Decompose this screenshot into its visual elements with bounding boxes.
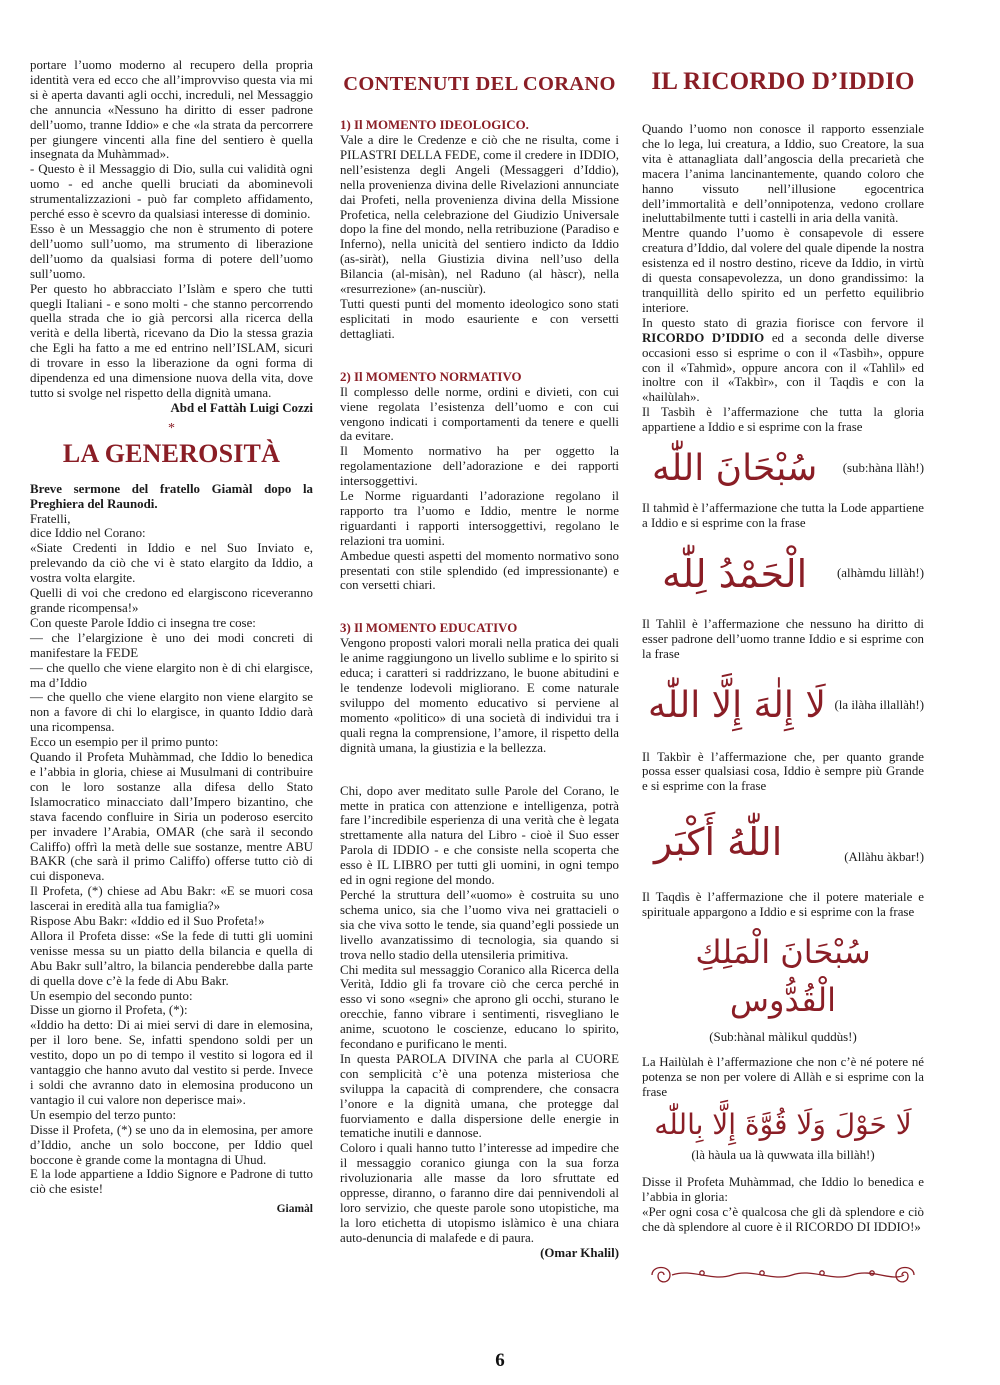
- transliteration: (la ilàha illallàh!): [834, 698, 924, 713]
- intro-author: Abd el Fattàh Luigi Cozzi: [170, 400, 313, 415]
- arabic-calligraphy: سُبْحَانَ اللّٰه: [652, 447, 818, 489]
- grace-text-after: ed a seconda delle diverse occasioni esso si esprime o con il «Tasbìh», oppure con il «Tahmìd», oppure ancora con il «Tahlìl» ed inoltre con il «Takbìr», con il Taqdìs e con la «hailùlah».: [642, 330, 925, 405]
- arabic-calligraphy: لَا حَوْلَ وَلَا قُوَّةَ إِلَّا بِاللّٰه: [654, 1107, 912, 1141]
- closing-paragraph: Disse il Profeta Muhàmmad, che Iddio lo benedica e l’abbia in gloria:: [642, 1174, 924, 1204]
- paragraph: Vengono proposti valori morali nella pratica dei quali le anime raggiungono un livello sublime e lo spirito si educa; i caratteri si raddrizzano, le buone abitudini e le tendenze lodevoli migliorano. E come naturale sviluppo del momento educativo si perviene al momento «politico» di una società di individui tra i quali regna la comprensione, l’amore, il rispetto della dignità umana, la giustizia e la bellezza.: [340, 636, 619, 755]
- paragraph: Chi medita sul messaggio Coranico alla Ricerca della Verità, Iddio gli fa trovare ciò che cerca perché in esso vi sono «segni» che aprono gli occhi, sturano le orecchie, fanno vibrare i sentimenti, risvegliano le anime, scuotono le coscienze, educano lo spirito, fecondano e purificano le menti.: [340, 962, 619, 1052]
- transliteration: (sub:hàna llàh!): [842, 460, 924, 475]
- right-column: [642, 58, 924, 1295]
- paragraph: Rispose Abu Bakr: «Iddio ed il Suo Profeta!»: [30, 914, 265, 929]
- article-author: (Omar Khalil): [540, 1245, 619, 1260]
- article-subtitle: Breve sermone del fratello Giamàl dopo la Preghiera del Raunodi.: [30, 481, 313, 511]
- paragraph: Esso è un Messaggio che non è strumento di potere dell’uomo sull’uomo, ma strumento di liberazione dell’uomo da qualsiasi forma di potere dell’uomo sull’uomo.: [30, 221, 313, 281]
- transliteration: (Allàhu àkbar!): [844, 849, 924, 864]
- sermon-author: Giamàl: [276, 1203, 313, 1216]
- dhikr-phrase-row: [642, 435, 924, 501]
- paragraph: Tutti questi punti del momento ideologico sono stati esplicitati in modo esauriente e con versetti dettagliati.: [340, 296, 619, 341]
- paragraph: Con queste Parole Iddio ci insegna tre cose:: [30, 615, 256, 630]
- dhikr-intro: La Hailùlah è l’affermazione che non c’è né potere né potenza se non per volere di Allàh e si esprime con la frase: [642, 1055, 924, 1099]
- paragraph: Un esempio del secondo punto:: [30, 988, 193, 1003]
- paragraph: Disse un giorno il Profeta, (*):: [30, 1003, 188, 1018]
- paragraph: Vale a dire le Credenze e ciò che ne risulta, come i PILASTRI DELLA FEDE, come il credere in IDDIO, nell’esistenza degli Angeli (Messaggeri d’Iddio), nella provenienza divina delle Rivelazioni annunciate dai Profeti, nella provenienza divina della Missione Profetica, nella celebrazione del Giudizio Universale dopo la fine del mondo, nella retribuzione (Paradiso e Inferno), nella unicità del sentiero indicto da Iddio (as-siràt), nella Giustizia divina nell’uso della Bilancia (al-misàn), nel Raduno (al hàscr), nella «resurrezione» (an-nusciùr).: [340, 133, 619, 297]
- article-title-generosita: LA GENEROSITÀ: [62, 438, 281, 468]
- intro-text: [30, 58, 313, 401]
- paragraph-grace: [642, 316, 924, 405]
- paragraph: Ambedue questi aspetti del momento normativo sono presentati con stile splendido (ed impressionante) e con versetti chiari.: [340, 548, 619, 593]
- paragraph: Le Norme riguardanti l’adorazione regolano il rapporto tra l’uomo e Iddio, mentre le norme riguardanti i rapporti intersoggettivi, regolano le relazioni tra uomini.: [340, 489, 619, 548]
- paragraph: Quando l’uomo non conosce il rapporto essenziale che lo lega, lui creatura, a Iddio, suo Creatore, la sua vita è attanagliata dall’angoscia della precarietà che macera l’anima lancinantemente, quando coloro che hanno vissuto nell’illusione egocentrica dell’immortalità e dell’onnipotenza, vedono crollare ineluttabilmente tutti i castelli in aria della vanità.: [642, 122, 924, 226]
- section-heading-educativo: 3) Il MOMENTO EDUCATIVO: [340, 621, 518, 636]
- paragraph: - Questo è il Messaggio di Dio, sulla cui validità ogni uomo - ed anche quelli bruciati da abominevoli strumentalizzazioni - può far completo affidamento, perché esso è scevro da qualsiasi interesse di dominio.: [30, 162, 313, 222]
- transliteration: (Sub:hànal màlikul quddùs!): [709, 1030, 857, 1045]
- paragraph: Chi, dopo aver meditato sulle Parole del Corano, le mette in pratica con attenzione e intelligenza, potrà fare l’incredibile esperienza di una verità che è legata strettamente alla natura del Libro - cioè il Suo esser Parola di IDDIO - e che consiste nella scoperta che esso è IL LIBRO per tutti gli uomini, in ogni tempo ed in ogni regione del mondo.: [340, 783, 619, 888]
- paragraph: Allora il Profeta disse: «Se la fede di tutti gli uomini venisse messa su un piatto della bilancia e quella di Abu Bakr sull’altro, la bilancia penderebbe dalla parte di quella dove c’è la fede di Abu Bakr.: [30, 928, 313, 988]
- arabic-calligraphy: الْحَمْدُ لِلّٰه: [662, 551, 808, 596]
- paragraph: dice Iddio nel Corano:: [30, 526, 146, 541]
- paragraph: portare l’uomo moderno al recupero della propria identità vera ed ecco che all’improvviso questa via mi si è aperta davanti agli occhi, increduli, nel Messaggio che annuncia «Nessuno ha diritto di esser padrone dell’uomo, tranne Iddio» e che «la strata da percorrere per giungere vincenti alla fine del sentiero è quella insegnata da Muhàmmad».: [30, 58, 313, 162]
- dhikr-phrase-row: [642, 531, 924, 617]
- paragraph: E la lode appartiene a Iddio Signore e Padrone di tutto ciò che esiste!: [30, 1167, 313, 1197]
- arabic-calligraphy: سُبْحَانَ الْمَلِكِ الْقُدُّوس: [695, 933, 871, 1020]
- separator-star: *: [168, 420, 175, 436]
- paragraph: Fratelli,: [30, 511, 71, 526]
- article-title-ricordo: IL RICORDO D’IDDIO: [651, 68, 915, 95]
- ornament-scroll-icon: [642, 1260, 924, 1290]
- paragraph: — che quello che viene elargito non è di chi elargisce, ma d’Iddio: [30, 660, 313, 690]
- paragraph: Disse il Profeta, (*) se uno da in elemosina, per amore d’Iddio, anche un solo boccone, per Iddio quel boccone è grande come la montagna di Uhud.: [30, 1122, 313, 1167]
- article-title-contenuti: CONTENUTI DEL CORANO: [343, 73, 616, 95]
- paragraph: Ecco un esempio per il primo punto:: [30, 735, 219, 750]
- paragraph: Un esempio del terzo punto:: [30, 1107, 177, 1122]
- closing-text: [340, 784, 619, 1246]
- arabic-calligraphy: لَا إِلٰهَ إِلَّا اللّٰه: [648, 685, 826, 727]
- paragraph: In questa PAROLA DIVINA che parla al CUORE con semplicità c’è una potenza misteriosa che sviluppa la capacità di comprendere, che consacra l’onore e la dignità umana, che protegge dal fuorviamento e dalla dispersione delle energie in tematiche inutili e dannose.: [340, 1051, 619, 1141]
- page-number: 6: [495, 1350, 505, 1371]
- paragraph: Mentre quando l’uomo è consapevole di essere creatura d’Iddio, dal volere del quale dipende la nostra esistenza ed il nostro destino, riceve da Iddio, in virtù di questa consapevolezza, un dono grandissimo: la tranquillità dello spirito ed un perfetto equilibrio interiore.: [642, 226, 924, 315]
- paragraph: Il Momento normativo ha per oggetto la regolamentazione dell’adorazione e dei rapporti intersoggettivi.: [340, 444, 619, 489]
- section-heading-ideologico: 1) Il MOMENTO IDEOLOGICO.: [340, 118, 529, 132]
- dhikr-intro: Il Takbìr è l’affermazione che, per quanto grande possa esser qualsiasi cosa, Iddio è sempre più Grande e si esprime con la frase: [642, 749, 924, 794]
- transliteration: (là hàula ua là quwwata illa billàh!): [691, 1147, 875, 1162]
- dhikr-intro: Il tahmìd è l’affermazione che tutta la Lode appartiene a Iddio e si esprime con la frase: [642, 501, 924, 530]
- hadith-quote: «Per ogni cosa c’è qualcosa che gli dà splendore e ciò che dà splendore al cuore è il RICORDO DI IDDIO!»: [642, 1204, 924, 1234]
- grace-text-before: In questo stato di grazia fiorisce con fervore il: [642, 315, 924, 330]
- dhikr-phrase-block: [642, 1100, 924, 1163]
- dhikr-phrase-row: [642, 662, 924, 750]
- paragraph: Per questo ho abbracciato l’Islàm e spero che tutti quegli Italiani - e sono molti - che stanno percorrendo quella strada che io già percorsi alla ricerca della verità e della libertà, ricevano da Dio la stessa grazia che Egli ha fatto a me ed entrino nell’ISLAM, sicuri di trovare in esso la liberazione da ogni forma di dipendenza ed una dimensione nuova della vita, dove tutto si svolge nel rispetto della dignità umana.: [30, 281, 313, 400]
- paragraph: Quando il Profeta Muhàmmad, che Iddio lo benedica e l’abbia in gloria, chiese ai Musulmani di contribuire con le loro sostanze alla difesa dello Stato Islamocratico minacciato dall’Impero bizantino, che stava facendo confluire in Siria un poderoso esercito per invadere l’Arabia, OMAR (che sarà il secondo Califfo) offrì la metà delle sue sostanze, mentre ABU BAKR (che sarà il primo Califfo) offerse tutto ciò di cui disponeva.: [30, 750, 313, 884]
- paragraph: «Iddio ha detto: Di ai miei servi di dare in elemosina, per il loro bene. Se, infatti spendono soldi per un vestito, dopo un po di tempo il vestito si logora ed il vantaggio che hanno avuto dal vestito si perde. Invece i soldi che avranno dato in elemosina producono un vantagio il cui valore non deperisce mai».: [30, 1018, 313, 1107]
- sermon-text: [30, 512, 313, 1198]
- paragraph: — che quello che viene elargito non viene elargito se non a favore di chi lo elargisce, in quanto Iddio darà una ricompensa.: [30, 690, 313, 735]
- paragraph: Quelli di voi che credono ed elargiscono riceveranno grande ricompensa!»: [30, 586, 313, 615]
- ornamental-divider: [642, 1260, 924, 1295]
- arabic-calligraphy: اللّٰهُ أَكْبَر: [654, 820, 783, 865]
- left-column: [30, 58, 313, 1217]
- dhikr-phrase-row: [642, 794, 924, 890]
- paragraph: Perché la struttura dell’«uomo» è costruita su uno schema unico, sia che l’uomo viva nei grattacieli o sia che viva sotto le tende, sia quand’egli possiede un livello avanzatissimo di tecnologia, sia quando si trova nello stadio della utensileria primitiva.: [340, 887, 619, 962]
- grace-text-bold: RICORDO D’IDDIO: [642, 330, 765, 345]
- transliteration: (alhàmdu lillàh!): [837, 566, 924, 581]
- dhikr-phrase-block: [642, 920, 924, 1045]
- dhikr-intro: Il Taqdìs è l’affermazione che il potere materiale e spirituale appargono a Iddio e si esprime con la frase: [642, 890, 924, 920]
- dhikr-intro: Il Tasbìh è l’affermazione che tutta la gloria appartiene a Iddio e si esprime con la frase: [642, 405, 924, 435]
- middle-column: [340, 58, 619, 1261]
- dhikr-intro: Il Tahlìl è l’affermazione che nessuno ha diritto di esser padrone dell’uomo tranne Iddio e si esprime con la frase: [642, 616, 924, 661]
- paragraph: — che l’elargizione è uno dei modi concreti di manifestare la FEDE: [30, 630, 313, 660]
- paragraph: Coloro i quali hanno tutto l’interesse ad impedire che il messaggio coranico giunga con la sua forza rivoluzionaria alle masse da loro sfruttate ed oppresse, diranno, o faranno dire dai pennivendoli al loro servizio, che queste parole sono utopistiche, ma la loro etichetta di utopismo islàmico è una chiara auto-denuncia di malafede e di paura.: [340, 1141, 619, 1245]
- section-heading-normativo: 2) Il MOMENTO NORMATIVO: [340, 369, 522, 384]
- paragraph: «Siate Credenti in Iddio e nel Suo Inviato e, prelevando da ciò che vi è stato elargito da Iddio, a vostra volta elargite.: [30, 541, 313, 586]
- paragraph: Il Profeta, (*) chiese ad Abu Bakr: «E se muori cosa lascerai in eredità alla tua famiglia?»: [30, 884, 313, 914]
- paragraph: Il complesso delle norme, ordini e divieti, con cui viene regolata l’esistenza dell’uomo e con cui vengono indicati i comportamenti da tenere e quelli da evitare.: [340, 384, 619, 444]
